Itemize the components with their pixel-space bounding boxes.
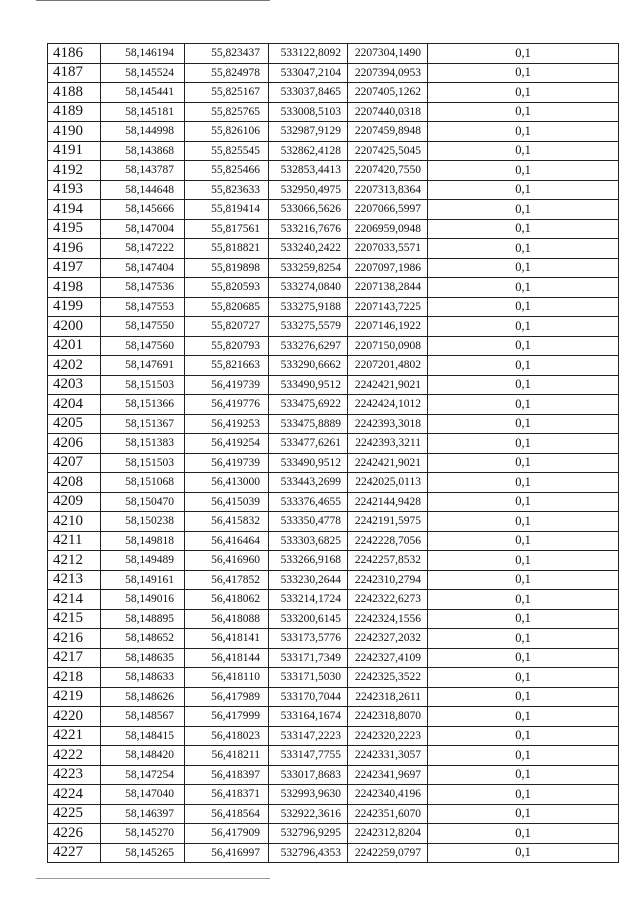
point-number: 4188 <box>48 83 101 103</box>
y-coordinate-cell: 2207146,1922 <box>348 317 428 337</box>
longitude-cell: 55,818821 <box>185 239 269 259</box>
longitude-cell: 56,418141 <box>185 629 269 649</box>
y-coordinate-cell: 2242351,6070 <box>348 804 428 824</box>
x-coordinate-cell: 533017,8683 <box>269 765 348 785</box>
table-row <box>48 570 619 590</box>
y-coordinate-cell: 2242324,1556 <box>348 609 428 629</box>
latitude-cell: 58,146194 <box>101 44 185 64</box>
error-cell: 0,1 <box>428 707 619 727</box>
y-coordinate-cell: 2242318,2611 <box>348 687 428 707</box>
table-row <box>48 44 619 64</box>
x-coordinate-cell: 533240,2422 <box>269 239 348 259</box>
y-coordinate-cell: 2242393,3018 <box>348 414 428 434</box>
x-coordinate-cell: 533275,5579 <box>269 317 348 337</box>
longitude-cell: 55,820685 <box>185 297 269 317</box>
y-coordinate-cell: 2242421,9021 <box>348 453 428 473</box>
error-cell: 0,1 <box>428 434 619 454</box>
y-coordinate-cell: 2242144,9428 <box>348 492 428 512</box>
error-cell: 0,1 <box>428 843 619 863</box>
latitude-cell: 58,143868 <box>101 141 185 161</box>
latitude-cell: 58,143787 <box>101 161 185 181</box>
point-number: 4221 <box>48 726 101 746</box>
latitude-cell: 58,145181 <box>101 102 185 122</box>
y-coordinate-cell: 2242341,9697 <box>348 765 428 785</box>
error-cell: 0,1 <box>428 375 619 395</box>
longitude-cell: 55,824978 <box>185 63 269 83</box>
latitude-cell: 58,145441 <box>101 83 185 103</box>
table-row <box>48 395 619 415</box>
point-number: 4200 <box>48 317 101 337</box>
point-number: 4190 <box>48 122 101 142</box>
longitude-cell: 55,820727 <box>185 317 269 337</box>
error-cell: 0,1 <box>428 531 619 551</box>
table-row <box>48 512 619 532</box>
point-number: 4196 <box>48 239 101 259</box>
y-coordinate-cell: 2207459,8948 <box>348 122 428 142</box>
latitude-cell: 58,147222 <box>101 239 185 259</box>
y-coordinate-cell: 2242318,8070 <box>348 707 428 727</box>
latitude-cell: 58,144648 <box>101 180 185 200</box>
table-row <box>48 785 619 805</box>
longitude-cell: 55,819898 <box>185 258 269 278</box>
longitude-cell: 55,817561 <box>185 219 269 239</box>
table-row <box>48 629 619 649</box>
x-coordinate-cell: 532796,9295 <box>269 824 348 844</box>
error-cell: 0,1 <box>428 668 619 688</box>
y-coordinate-cell: 2242421,9021 <box>348 375 428 395</box>
footer-rule <box>36 878 270 879</box>
y-coordinate-cell: 2242025,0113 <box>348 473 428 493</box>
y-coordinate-cell: 2242257,8532 <box>348 551 428 571</box>
table-row <box>48 297 619 317</box>
table-row <box>48 278 619 298</box>
longitude-cell: 56,413000 <box>185 473 269 493</box>
point-number: 4189 <box>48 102 101 122</box>
latitude-cell: 58,147553 <box>101 297 185 317</box>
y-coordinate-cell: 2207201,4802 <box>348 356 428 376</box>
table-row <box>48 746 619 766</box>
x-coordinate-cell: 533171,7349 <box>269 648 348 668</box>
coordinates-table <box>47 43 619 863</box>
point-number: 4212 <box>48 551 101 571</box>
y-coordinate-cell: 2242327,4109 <box>348 648 428 668</box>
table-row <box>48 668 619 688</box>
point-number: 4222 <box>48 746 101 766</box>
y-coordinate-cell: 2242310,2794 <box>348 570 428 590</box>
latitude-cell: 58,145270 <box>101 824 185 844</box>
table-row <box>48 726 619 746</box>
longitude-cell: 56,419254 <box>185 434 269 454</box>
error-cell: 0,1 <box>428 180 619 200</box>
x-coordinate-cell: 533350,4778 <box>269 512 348 532</box>
x-coordinate-cell: 533122,8092 <box>269 44 348 64</box>
longitude-cell: 56,418564 <box>185 804 269 824</box>
y-coordinate-cell: 2242331,3057 <box>348 746 428 766</box>
latitude-cell: 58,147040 <box>101 785 185 805</box>
y-coordinate-cell: 2207143,7225 <box>348 297 428 317</box>
x-coordinate-cell: 533047,2104 <box>269 63 348 83</box>
table-row <box>48 648 619 668</box>
x-coordinate-cell: 533066,5626 <box>269 200 348 220</box>
x-coordinate-cell: 533490,9512 <box>269 375 348 395</box>
longitude-cell: 55,819414 <box>185 200 269 220</box>
x-coordinate-cell: 533276,6297 <box>269 336 348 356</box>
latitude-cell: 58,145524 <box>101 63 185 83</box>
y-coordinate-cell: 2207033,5571 <box>348 239 428 259</box>
error-cell: 0,1 <box>428 726 619 746</box>
point-number: 4226 <box>48 824 101 844</box>
point-number: 4199 <box>48 297 101 317</box>
y-coordinate-cell: 2207405,1262 <box>348 83 428 103</box>
error-cell: 0,1 <box>428 356 619 376</box>
point-number: 4198 <box>48 278 101 298</box>
longitude-cell: 56,418023 <box>185 726 269 746</box>
latitude-cell: 58,144998 <box>101 122 185 142</box>
latitude-cell: 58,151503 <box>101 375 185 395</box>
longitude-cell: 56,418144 <box>185 648 269 668</box>
longitude-cell: 55,823633 <box>185 180 269 200</box>
table-row <box>48 492 619 512</box>
table-row <box>48 609 619 629</box>
x-coordinate-cell: 533173,5776 <box>269 629 348 649</box>
y-coordinate-cell: 2242393,3211 <box>348 434 428 454</box>
x-coordinate-cell: 533275,9188 <box>269 297 348 317</box>
error-cell: 0,1 <box>428 317 619 337</box>
point-number: 4210 <box>48 512 101 532</box>
table-row <box>48 180 619 200</box>
longitude-cell: 55,823437 <box>185 44 269 64</box>
error-cell: 0,1 <box>428 297 619 317</box>
table-row <box>48 356 619 376</box>
latitude-cell: 58,148895 <box>101 609 185 629</box>
y-coordinate-cell: 2207097,1986 <box>348 258 428 278</box>
point-number: 4191 <box>48 141 101 161</box>
table-row <box>48 219 619 239</box>
point-number: 4204 <box>48 395 101 415</box>
latitude-cell: 58,145666 <box>101 200 185 220</box>
table-row <box>48 687 619 707</box>
error-cell: 0,1 <box>428 492 619 512</box>
y-coordinate-cell: 2242191,5975 <box>348 512 428 532</box>
error-cell: 0,1 <box>428 804 619 824</box>
point-number: 4218 <box>48 668 101 688</box>
x-coordinate-cell: 533171,5030 <box>269 668 348 688</box>
table-row <box>48 473 619 493</box>
error-cell: 0,1 <box>428 219 619 239</box>
x-coordinate-cell: 532853,4413 <box>269 161 348 181</box>
longitude-cell: 56,415832 <box>185 512 269 532</box>
latitude-cell: 58,148652 <box>101 629 185 649</box>
error-cell: 0,1 <box>428 765 619 785</box>
error-cell: 0,1 <box>428 648 619 668</box>
longitude-cell: 55,825545 <box>185 141 269 161</box>
error-cell: 0,1 <box>428 453 619 473</box>
x-coordinate-cell: 533259,8254 <box>269 258 348 278</box>
longitude-cell: 55,821663 <box>185 356 269 376</box>
point-number: 4219 <box>48 687 101 707</box>
latitude-cell: 58,149489 <box>101 551 185 571</box>
y-coordinate-cell: 2207066,5997 <box>348 200 428 220</box>
point-number: 4197 <box>48 258 101 278</box>
point-number: 4208 <box>48 473 101 493</box>
table-row <box>48 434 619 454</box>
x-coordinate-cell: 533147,7755 <box>269 746 348 766</box>
x-coordinate-cell: 533266,9168 <box>269 551 348 571</box>
longitude-cell: 56,416464 <box>185 531 269 551</box>
x-coordinate-cell: 533230,2644 <box>269 570 348 590</box>
y-coordinate-cell: 2207425,5045 <box>348 141 428 161</box>
x-coordinate-cell: 532987,9129 <box>269 122 348 142</box>
point-number: 4195 <box>48 219 101 239</box>
header-rule <box>36 0 270 1</box>
latitude-cell: 58,147254 <box>101 765 185 785</box>
point-number: 4223 <box>48 765 101 785</box>
y-coordinate-cell: 2242327,2032 <box>348 629 428 649</box>
error-cell: 0,1 <box>428 395 619 415</box>
table-row <box>48 161 619 181</box>
point-number: 4201 <box>48 336 101 356</box>
error-cell: 0,1 <box>428 102 619 122</box>
latitude-cell: 58,147536 <box>101 278 185 298</box>
latitude-cell: 58,151383 <box>101 434 185 454</box>
longitude-cell: 56,417909 <box>185 824 269 844</box>
longitude-cell: 56,418211 <box>185 746 269 766</box>
point-number: 4215 <box>48 609 101 629</box>
error-cell: 0,1 <box>428 239 619 259</box>
table-row <box>48 453 619 473</box>
error-cell: 0,1 <box>428 83 619 103</box>
y-coordinate-cell: 2242259,0797 <box>348 843 428 863</box>
latitude-cell: 58,148626 <box>101 687 185 707</box>
latitude-cell: 58,151366 <box>101 395 185 415</box>
y-coordinate-cell: 2207313,8364 <box>348 180 428 200</box>
latitude-cell: 58,148635 <box>101 648 185 668</box>
latitude-cell: 58,151367 <box>101 414 185 434</box>
y-coordinate-cell: 2242340,4196 <box>348 785 428 805</box>
longitude-cell: 56,418062 <box>185 590 269 610</box>
latitude-cell: 58,147560 <box>101 336 185 356</box>
point-number: 4206 <box>48 434 101 454</box>
point-number: 4187 <box>48 63 101 83</box>
error-cell: 0,1 <box>428 473 619 493</box>
table-row <box>48 102 619 122</box>
table-row <box>48 141 619 161</box>
longitude-cell: 56,418397 <box>185 765 269 785</box>
table-row <box>48 824 619 844</box>
latitude-cell: 58,150470 <box>101 492 185 512</box>
y-coordinate-cell: 2207150,0908 <box>348 336 428 356</box>
longitude-cell: 55,826106 <box>185 122 269 142</box>
y-coordinate-cell: 2207440,0318 <box>348 102 428 122</box>
error-cell: 0,1 <box>428 278 619 298</box>
longitude-cell: 56,419739 <box>185 375 269 395</box>
longitude-cell: 56,418371 <box>185 785 269 805</box>
x-coordinate-cell: 533475,6922 <box>269 395 348 415</box>
longitude-cell: 56,419776 <box>185 395 269 415</box>
longitude-cell: 55,820793 <box>185 336 269 356</box>
y-coordinate-cell: 2242312,8204 <box>348 824 428 844</box>
point-number: 4214 <box>48 590 101 610</box>
point-number: 4217 <box>48 648 101 668</box>
point-number: 4186 <box>48 44 101 64</box>
coordinates-table-body <box>48 44 619 863</box>
x-coordinate-cell: 533274,0840 <box>269 278 348 298</box>
x-coordinate-cell: 533216,7676 <box>269 219 348 239</box>
latitude-cell: 58,151503 <box>101 453 185 473</box>
longitude-cell: 56,416960 <box>185 551 269 571</box>
latitude-cell: 58,149818 <box>101 531 185 551</box>
x-coordinate-cell: 532950,4975 <box>269 180 348 200</box>
point-number: 4224 <box>48 785 101 805</box>
y-coordinate-cell: 2206959,0948 <box>348 219 428 239</box>
x-coordinate-cell: 533200,6145 <box>269 609 348 629</box>
table-row <box>48 239 619 259</box>
point-number: 4213 <box>48 570 101 590</box>
longitude-cell: 56,419253 <box>185 414 269 434</box>
longitude-cell: 56,416997 <box>185 843 269 863</box>
table-row <box>48 590 619 610</box>
longitude-cell: 55,825167 <box>185 83 269 103</box>
point-number: 4225 <box>48 804 101 824</box>
x-coordinate-cell: 533147,2223 <box>269 726 348 746</box>
error-cell: 0,1 <box>428 122 619 142</box>
error-cell: 0,1 <box>428 141 619 161</box>
longitude-cell: 56,418110 <box>185 668 269 688</box>
point-number: 4227 <box>48 843 101 863</box>
table-row <box>48 83 619 103</box>
point-number: 4202 <box>48 356 101 376</box>
table-row <box>48 258 619 278</box>
x-coordinate-cell: 532993,9630 <box>269 785 348 805</box>
latitude-cell: 58,148567 <box>101 707 185 727</box>
error-cell: 0,1 <box>428 629 619 649</box>
latitude-cell: 58,147691 <box>101 356 185 376</box>
y-coordinate-cell: 2207138,2844 <box>348 278 428 298</box>
error-cell: 0,1 <box>428 785 619 805</box>
table-row <box>48 63 619 83</box>
longitude-cell: 56,415039 <box>185 492 269 512</box>
latitude-cell: 58,149016 <box>101 590 185 610</box>
longitude-cell: 56,419739 <box>185 453 269 473</box>
table-row <box>48 375 619 395</box>
point-number: 4209 <box>48 492 101 512</box>
longitude-cell: 56,418088 <box>185 609 269 629</box>
y-coordinate-cell: 2242322,6273 <box>348 590 428 610</box>
point-number: 4211 <box>48 531 101 551</box>
point-number: 4194 <box>48 200 101 220</box>
y-coordinate-cell: 2207420,7550 <box>348 161 428 181</box>
error-cell: 0,1 <box>428 746 619 766</box>
table-row <box>48 200 619 220</box>
table-row <box>48 414 619 434</box>
latitude-cell: 58,150238 <box>101 512 185 532</box>
y-coordinate-cell: 2207304,1490 <box>348 44 428 64</box>
latitude-cell: 58,149161 <box>101 570 185 590</box>
longitude-cell: 55,825466 <box>185 161 269 181</box>
y-coordinate-cell: 2207394,0953 <box>348 63 428 83</box>
error-cell: 0,1 <box>428 161 619 181</box>
error-cell: 0,1 <box>428 570 619 590</box>
longitude-cell: 56,417989 <box>185 687 269 707</box>
longitude-cell: 55,825765 <box>185 102 269 122</box>
longitude-cell: 56,417999 <box>185 707 269 727</box>
y-coordinate-cell: 2242424,1012 <box>348 395 428 415</box>
error-cell: 0,1 <box>428 336 619 356</box>
point-number: 4220 <box>48 707 101 727</box>
error-cell: 0,1 <box>428 44 619 64</box>
latitude-cell: 58,145265 <box>101 843 185 863</box>
y-coordinate-cell: 2242325,3522 <box>348 668 428 688</box>
x-coordinate-cell: 533290,6662 <box>269 356 348 376</box>
x-coordinate-cell: 533376,4655 <box>269 492 348 512</box>
error-cell: 0,1 <box>428 824 619 844</box>
point-number: 4203 <box>48 375 101 395</box>
point-number: 4192 <box>48 161 101 181</box>
error-cell: 0,1 <box>428 590 619 610</box>
latitude-cell: 58,151068 <box>101 473 185 493</box>
y-coordinate-cell: 2242320,2223 <box>348 726 428 746</box>
x-coordinate-cell: 532922,3616 <box>269 804 348 824</box>
x-coordinate-cell: 533214,1724 <box>269 590 348 610</box>
error-cell: 0,1 <box>428 414 619 434</box>
latitude-cell: 58,147004 <box>101 219 185 239</box>
table-row <box>48 804 619 824</box>
table-row <box>48 531 619 551</box>
error-cell: 0,1 <box>428 687 619 707</box>
table-row <box>48 336 619 356</box>
x-coordinate-cell: 533164,1674 <box>269 707 348 727</box>
point-number: 4205 <box>48 414 101 434</box>
error-cell: 0,1 <box>428 63 619 83</box>
latitude-cell: 58,147550 <box>101 317 185 337</box>
table-row <box>48 843 619 863</box>
x-coordinate-cell: 533170,7044 <box>269 687 348 707</box>
x-coordinate-cell: 533490,9512 <box>269 453 348 473</box>
error-cell: 0,1 <box>428 551 619 571</box>
x-coordinate-cell: 532862,4128 <box>269 141 348 161</box>
point-number: 4207 <box>48 453 101 473</box>
x-coordinate-cell: 533303,6825 <box>269 531 348 551</box>
x-coordinate-cell: 533475,8889 <box>269 414 348 434</box>
latitude-cell: 58,148633 <box>101 668 185 688</box>
table-row <box>48 765 619 785</box>
x-coordinate-cell: 533477,6261 <box>269 434 348 454</box>
table-row <box>48 317 619 337</box>
longitude-cell: 56,417852 <box>185 570 269 590</box>
latitude-cell: 58,147404 <box>101 258 185 278</box>
latitude-cell: 58,146397 <box>101 804 185 824</box>
x-coordinate-cell: 532796,4353 <box>269 843 348 863</box>
error-cell: 0,1 <box>428 512 619 532</box>
latitude-cell: 58,148415 <box>101 726 185 746</box>
x-coordinate-cell: 533037,8465 <box>269 83 348 103</box>
error-cell: 0,1 <box>428 200 619 220</box>
x-coordinate-cell: 533008,5103 <box>269 102 348 122</box>
table-row <box>48 707 619 727</box>
x-coordinate-cell: 533443,2699 <box>269 473 348 493</box>
error-cell: 0,1 <box>428 258 619 278</box>
longitude-cell: 55,820593 <box>185 278 269 298</box>
point-number: 4193 <box>48 180 101 200</box>
point-number: 4216 <box>48 629 101 649</box>
latitude-cell: 58,148420 <box>101 746 185 766</box>
error-cell: 0,1 <box>428 609 619 629</box>
table-row <box>48 551 619 571</box>
y-coordinate-cell: 2242228,7056 <box>348 531 428 551</box>
table-row <box>48 122 619 142</box>
